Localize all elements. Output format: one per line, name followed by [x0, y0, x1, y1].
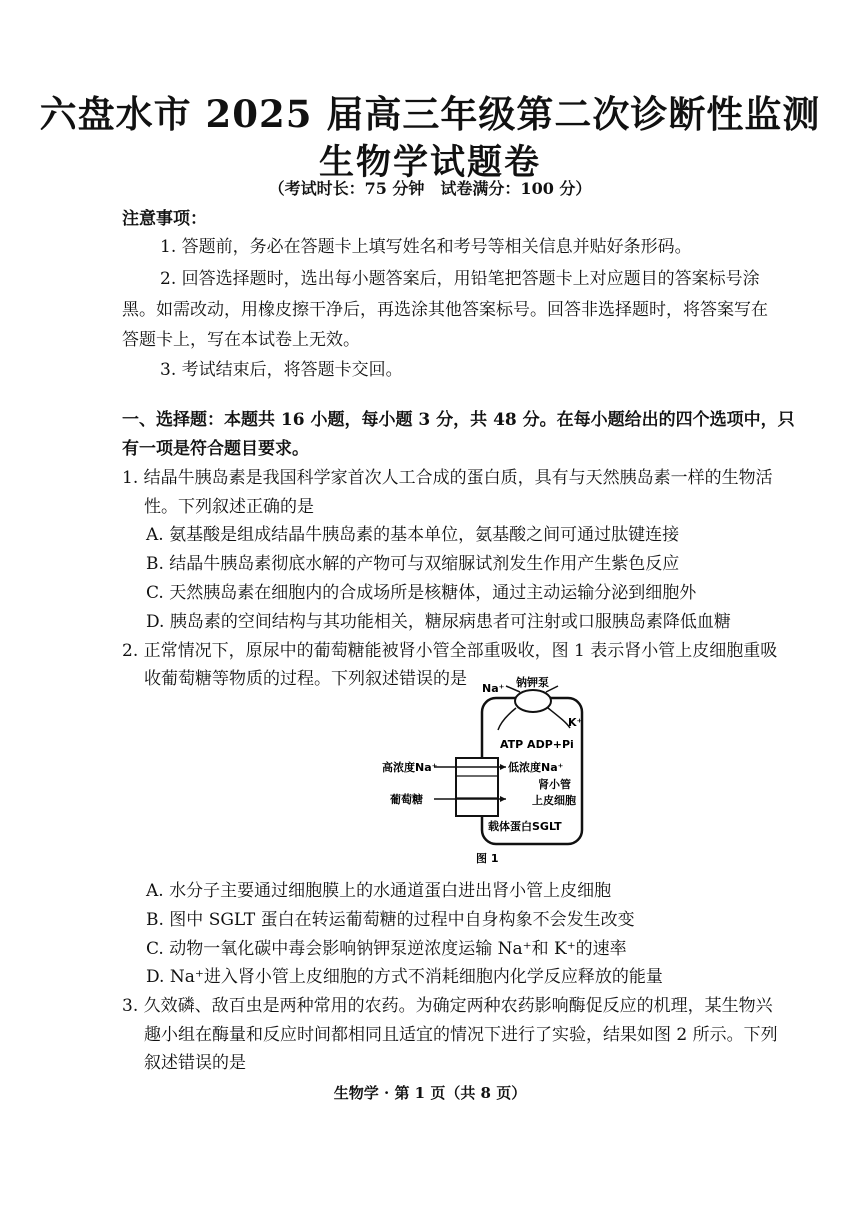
pump-arrows-left — [498, 708, 516, 730]
exam-info: （考试时长：75 分钟 试卷满分：100 分） — [268, 179, 592, 198]
notice-item-3: 3. 考试结束后，将答题卡交回。 — [160, 360, 403, 380]
label-atp: ATP ADP+Pi — [500, 738, 574, 751]
arrowhead-na — [500, 764, 506, 770]
label-na-top: Na⁺ — [482, 682, 505, 695]
q1-option-a: A. 氨基酸是组成结晶牛胰岛素的基本单位，氨基酸之间可通过肽键连接 — [146, 525, 680, 545]
q3-stem-line-3: 叙述错误的是 — [144, 1053, 246, 1073]
q3-stem-line-2: 趣小组在酶量和反应时间都相同且适宜的情况下进行了实验，结果如图 2 所示。下列 — [144, 1025, 778, 1045]
q2-option-d: D. Na⁺进入肾小管上皮细胞的方式不消耗细胞内化学反应释放的能量 — [146, 967, 663, 987]
figure-caption: 图 1 — [476, 852, 499, 865]
q2-stem-line-2: 收葡萄糖等物质的过程。下列叙述错误的是 — [144, 669, 467, 689]
notice-heading: 注意事项： — [122, 209, 207, 229]
notice-item-2-line-1: 2. 回答选择题时，选出每小题答案后，用铅笔把答题卡上对应题目的答案标号涂 — [160, 269, 760, 289]
pump-arrows-right — [548, 708, 570, 728]
page-footer: 生物学 · 第 1 页（共 8 页） — [333, 1084, 527, 1102]
section-heading-line-1: 一、选择题：本题共 16 小题，每小题 3 分，共 48 分。在每小题给出的四个选项中，只 — [122, 410, 795, 430]
q3-stem-line-1: 3. 久效磷、敌百虫是两种常用的农药。为确定两种农药影响酶促反应的机理，某生物兴 — [122, 996, 773, 1016]
exam-title: 六盘水市 2025 届高三年级第二次诊断性监测 — [39, 92, 821, 136]
sodium-potassium-pump — [515, 690, 551, 712]
exam-subject: 生物学试题卷 — [318, 142, 541, 183]
q1-option-c: C. 天然胰岛素在细胞内的合成场所是核糖体，通过主动运输分泌到细胞外 — [146, 583, 697, 603]
label-glucose: 葡萄糖 — [390, 793, 423, 806]
q1-option-b: B. 结晶牛胰岛素彻底水解的产物可与双缩脲试剂发生作用产生紫色反应 — [146, 554, 680, 574]
notice-item-2-line-2: 黑。如需改动，用橡皮擦干净后，再选涂其他答案标号。回答非选择题时，将答案写在 — [122, 300, 768, 320]
notice-item-1: 1. 答题前，务必在答题卡上填写姓名和考号等相关信息并贴好条形码。 — [160, 237, 692, 257]
q2-option-b: B. 图中 SGLT 蛋白在转运葡萄糖的过程中自身构象不会发生改变 — [146, 910, 635, 930]
label-carrier: 载体蛋白SGLT — [488, 820, 562, 833]
label-pump: 钠钾泵 — [516, 676, 549, 689]
q2-option-c: C. 动物一氧化碳中毒会影响钠钾泵逆浓度运输 Na⁺和 K⁺的速率 — [146, 939, 627, 959]
q2-option-a: A. 水分子主要通过细胞膜上的水通道蛋白进出肾小管上皮细胞 — [146, 881, 612, 901]
notice-item-2-line-3: 答题卡上，写在本试卷上无效。 — [122, 330, 360, 350]
label-low-na: 低浓度Na⁺ — [508, 761, 564, 774]
label-k-plus: K⁺ — [568, 716, 583, 729]
label-cell-line-2: 上皮细胞 — [532, 794, 576, 807]
label-high-na: 高浓度Na⁺ — [382, 761, 438, 774]
q1-stem-line-2: 性。下列叙述正确的是 — [144, 497, 314, 517]
q2-stem-line-1: 2. 正常情况下，原尿中的葡萄糖能被肾小管全部重吸收，图 1 表示肾小管上皮细胞重吸 — [122, 641, 778, 661]
q1-stem-line-1: 1. 结晶牛胰岛素是我国科学家首次人工合成的蛋白质，具有与天然胰岛素一样的生物活 — [122, 468, 773, 488]
section-heading-line-2: 有一项是符合题目要求。 — [122, 439, 309, 459]
figure-1-diagram — [370, 676, 600, 866]
arrowhead-glucose — [500, 796, 506, 802]
label-cell-line-1: 肾小管 — [538, 778, 571, 791]
q1-option-d: D. 胰岛素的空间结构与其功能相关，糖尿病患者可注射或口服胰岛素降低血糖 — [146, 612, 731, 632]
